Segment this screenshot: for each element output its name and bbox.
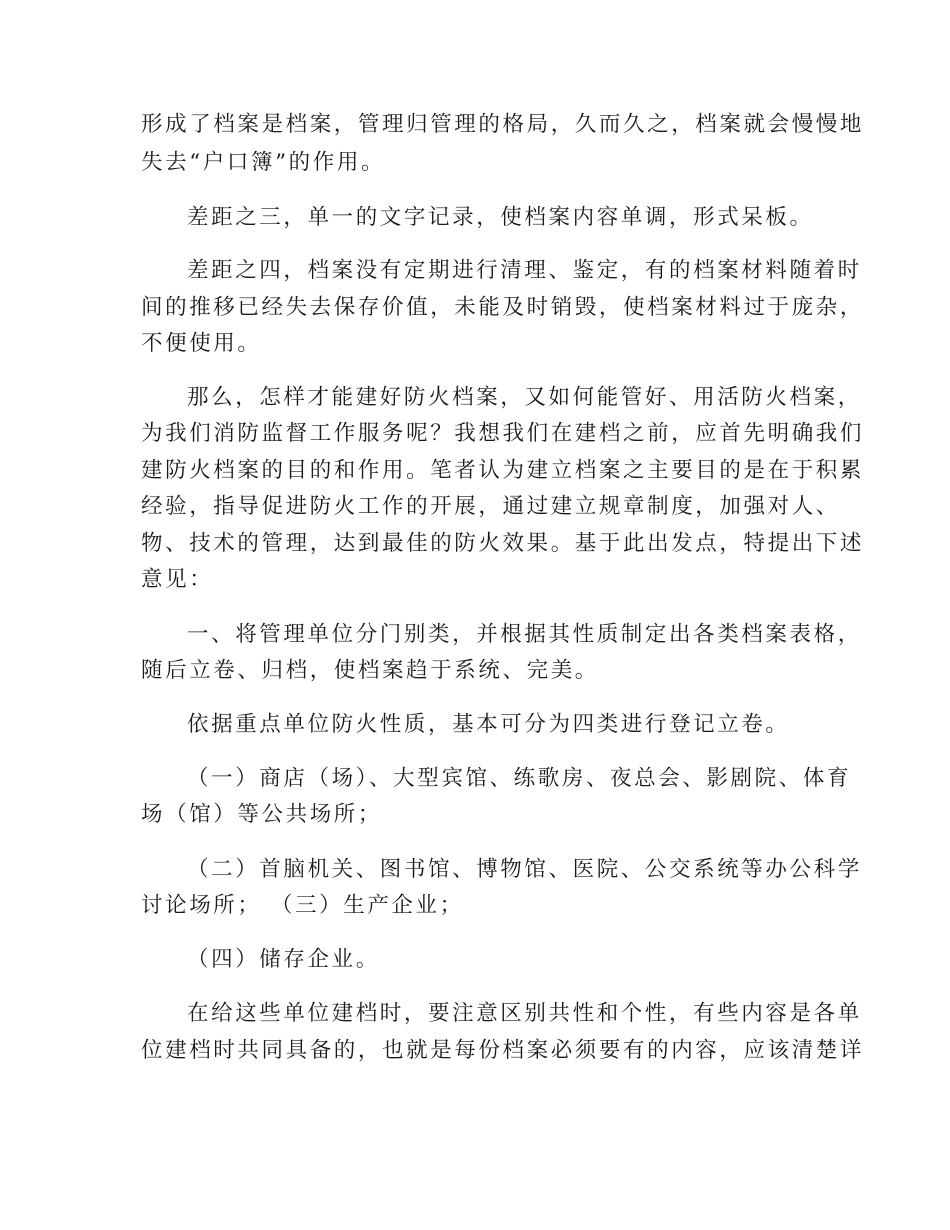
text-line: 依据重点单位防火性质，基本可分为四类进行登记立卷。 — [187, 712, 790, 737]
text-line: 物、技术的管理，达到最佳的防火效果。基于此出发点，特提出下述 — [141, 531, 865, 556]
text-line: 形成了档案是档案，管理归管理的格局，久而久之，档案就会慢慢地 — [141, 112, 865, 137]
text-line: 随后立卷、归档，使档案趋于系统、完美。 — [141, 658, 599, 683]
text-line: 意见： — [141, 567, 214, 592]
text-line: 为我们消防监督工作服务呢？我想我们在建档之前，应首先明确我们 — [141, 421, 865, 446]
text-line: 不便使用。 — [141, 331, 262, 356]
text-line: （二）首脑机关、图书馆、博物馆、医院、公交系统等办公科学 — [187, 857, 862, 882]
text-line: 差距之四，档案没有定期进行清理、鉴定，有的档案材料随着时 — [187, 258, 862, 283]
text-line: 建防火档案的目的和作用。笔者认为建立档案之主要目的是在于积累 — [141, 458, 865, 483]
text-line: （四）储存企业。 — [187, 947, 380, 972]
text-line: 那么，怎样才能建好防火档案，又如何能管好、用活防火档案， — [187, 385, 862, 410]
text-line: 差距之三，单一的文字记录，使档案内容单调，形式呆板。 — [187, 205, 814, 230]
text-line: 失去“户口簿”的作用。 — [141, 150, 386, 175]
text-line: 经验，指导促进防火工作的开展，通过建立规章制度，加强对人、 — [141, 494, 840, 519]
text-line: 在给这些单位建档时，要注意区别共性和个性，有些内容是各单 — [187, 1001, 862, 1026]
text-line: （一）商店（场）、大型宾馆、练歌房、夜总会、影剧院、体育 — [187, 766, 852, 791]
text-line: 场（馆）等公共场所； — [141, 802, 383, 827]
text-line: 位建档时共同具备的，也就是每份档案必须要有的内容，应该清楚详 — [141, 1038, 865, 1063]
text-line: 一、将管理单位分门别类，并根据其性质制定出各类档案表格， — [187, 622, 862, 647]
text-line: 讨论场所； （三）生产企业； — [141, 893, 464, 918]
text-line: 间的推移已经失去保存价值，未能及时销毁，使档案材料过于庞杂， — [141, 295, 865, 320]
